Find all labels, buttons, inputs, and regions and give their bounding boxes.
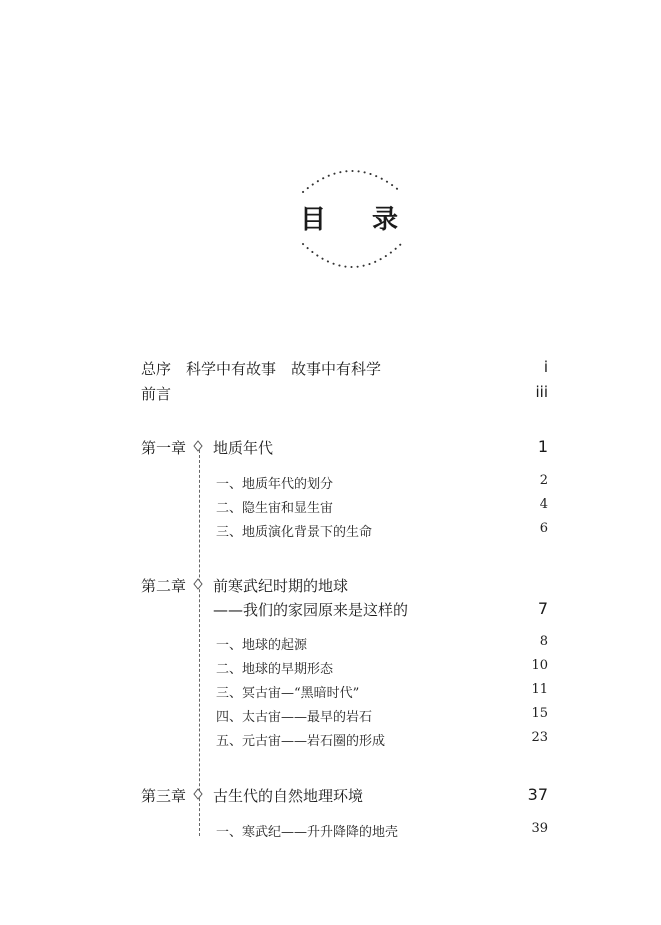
section-page: 8: [539, 634, 548, 649]
title-char-1: 目: [300, 205, 327, 235]
chapter-marker-icon: [193, 578, 203, 590]
chapter-title: 前寒武纪时期的地球: [213, 577, 349, 595]
section-page: 11: [531, 682, 548, 697]
section-title: 二、隐生宙和显生宙: [216, 501, 334, 516]
section-title: 一、地球的起源: [216, 638, 308, 653]
section-title: 二、地球的早期形态: [216, 662, 334, 677]
section-page: 6: [539, 521, 548, 536]
chapter-label: 第一章: [141, 439, 187, 457]
page-title: [296, 205, 408, 235]
chapter-subtitle: ——我们的家园原来是这样的: [213, 601, 409, 619]
section-title: 一、地质年代的划分: [216, 477, 334, 492]
section-title: 五、元古宙——岩石圈的形成: [216, 734, 386, 749]
section-title: 三、冥古宙—“黑暗时代”: [216, 686, 360, 701]
chapter-page: 1: [537, 437, 548, 456]
section-title: 三、地质演化背景下的生命: [216, 525, 373, 540]
section-title: 一、寒武纪——升升降降的地壳: [216, 825, 399, 840]
chapter-page: 7: [537, 599, 548, 618]
chapter-label: 第三章: [141, 787, 187, 805]
section-page: 10: [531, 658, 548, 673]
toc-entry-page: iii: [535, 383, 548, 401]
chapter-page: 37: [527, 785, 548, 804]
section-page: 15: [531, 706, 548, 721]
toc-entry-label: 前言: [141, 385, 172, 403]
chapter-label: 第二章: [141, 577, 187, 595]
section-page: 39: [531, 821, 548, 836]
section-title: 四、太古宙——最早的岩石: [216, 710, 373, 725]
toc-entry-page: i: [543, 358, 548, 376]
section-page: 4: [539, 497, 548, 512]
chapter-marker-icon: [193, 788, 203, 800]
chapter-title: 古生代的自然地理环境: [213, 787, 364, 805]
chapter-marker-icon: [193, 440, 203, 452]
chapter-timeline: [199, 450, 200, 836]
chapter-title: 地质年代: [213, 439, 274, 457]
section-page: 23: [531, 730, 548, 745]
title-char-2: 录: [372, 205, 399, 235]
toc-entry-label: 总序 科学中有故事 故事中有科学: [141, 360, 382, 378]
section-page: 2: [539, 473, 548, 488]
